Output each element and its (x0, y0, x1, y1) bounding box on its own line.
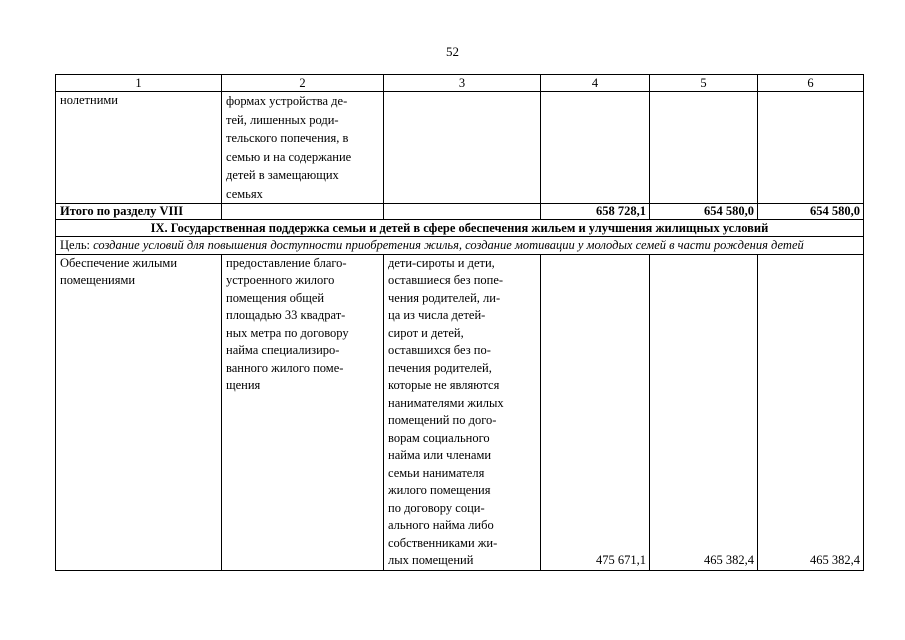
subtotal-value-6: 654 580,0 (758, 204, 864, 220)
goal-row (56, 237, 864, 255)
cell-amount-6 (758, 92, 864, 204)
column-header-1: 1 (56, 75, 222, 92)
column-header-4: 4 (541, 75, 650, 92)
goal-prefix: Цель: (60, 238, 94, 252)
column-header-3: 3 (384, 75, 541, 92)
cell-amount-5 (650, 92, 758, 204)
cell-recipients (384, 92, 541, 204)
column-number-row (56, 75, 864, 92)
section-title: IX. Государственная поддержка семьи и детей в сфере обеспечения жильем и улучшения жилищных условий (56, 220, 864, 237)
cell-amount-6: 465 382,4 (758, 254, 864, 570)
cell-measure: предоставление благо- устроенного жилого помещения общей площадью 33 квадрат- ных метра по договору найма специализиро- ванного жилого поме- щения (222, 254, 384, 570)
cell-amount-4: 475 671,1 (541, 254, 650, 570)
goal-text: создание условий для повышения доступности приобретения жилья, создание мотивации у молодых семей в части рождения детей (93, 238, 804, 252)
cell-amount-4 (541, 92, 650, 204)
budget-table (55, 74, 864, 571)
subtotal-value-5: 654 580,0 (650, 204, 758, 220)
cell-measure: формах устройства де- тей, лишенных роди- тельского попечения, в семью и на содержание детей в замещающих семьях (222, 92, 384, 204)
column-header-2: 2 (222, 75, 384, 92)
subtotal-label: Итого по разделу VIII (56, 204, 222, 220)
page-number: 52 (446, 44, 459, 59)
table-row-continuation (56, 92, 864, 204)
cell-recipients: дети-сироты и дети, оставшиеся без попе- чения родителей, ли- ца из числа детей- сирот и детей, оставшихся без по- печения родителей, которые не являются нанимателями жилых помещений по дого- ворам социального найма или членами семьи нанимателя жилого помещения по договору соци- ального найма либо собственниками жи- лых помещений (384, 254, 541, 570)
cell-description: нолетними (56, 92, 222, 204)
column-header-6: 6 (758, 75, 864, 92)
cell-amount-5: 465 382,4 (650, 254, 758, 570)
column-header-5: 5 (650, 75, 758, 92)
subtotal-value-4: 658 728,1 (541, 204, 650, 220)
subtotal-row (56, 204, 864, 220)
section-heading-row (56, 220, 864, 237)
cell-description: Обеспечение жилыми помещениями (56, 254, 222, 570)
goal-cell (56, 237, 864, 255)
table-row-housing (56, 254, 864, 570)
